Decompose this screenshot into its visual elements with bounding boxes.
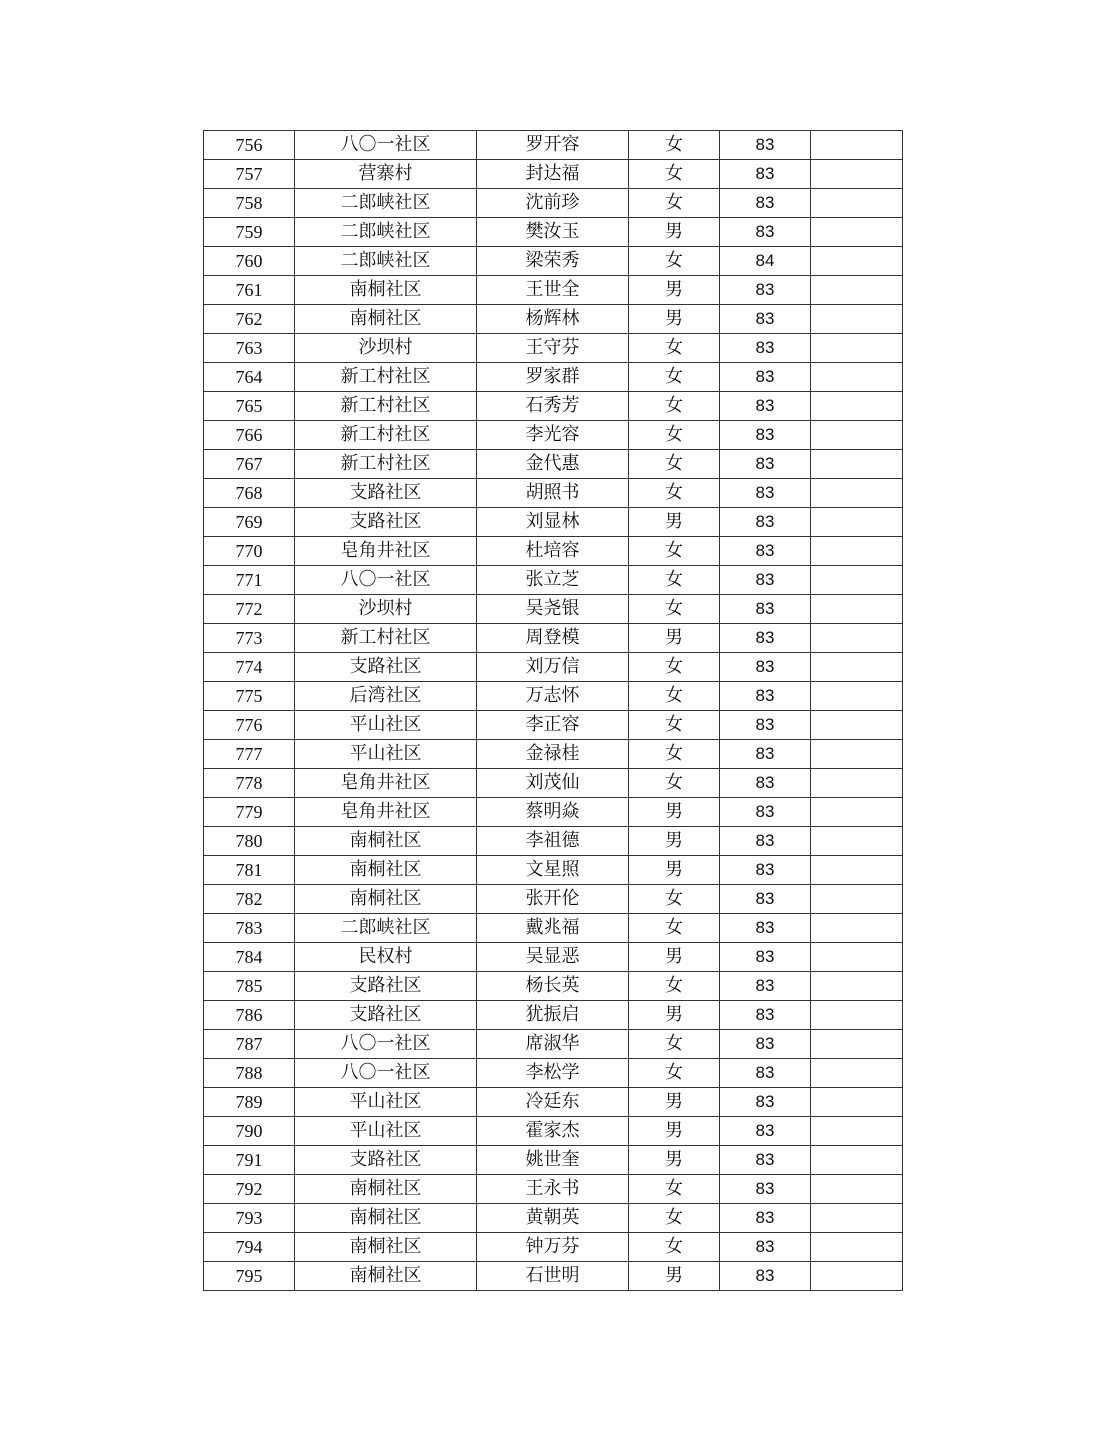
serial-number-cell: 784 (204, 943, 295, 972)
remarks-cell (811, 856, 903, 885)
remarks-cell (811, 914, 903, 943)
community-cell: 民权村 (295, 943, 477, 972)
name-cell: 梁荣秀 (477, 247, 629, 276)
age-cell: 83 (720, 1088, 811, 1117)
serial-number-cell: 769 (204, 508, 295, 537)
gender-cell: 女 (629, 595, 720, 624)
remarks-cell (811, 827, 903, 856)
age-cell: 83 (720, 856, 811, 885)
name-cell: 万志怀 (477, 682, 629, 711)
serial-number-cell: 779 (204, 798, 295, 827)
serial-number-cell: 773 (204, 624, 295, 653)
name-cell: 杨辉林 (477, 305, 629, 334)
community-cell: 支路社区 (295, 1001, 477, 1030)
gender-cell: 男 (629, 1117, 720, 1146)
table-row (204, 305, 903, 334)
name-cell: 石世明 (477, 1262, 629, 1291)
gender-cell: 女 (629, 160, 720, 189)
community-cell: 南桐社区 (295, 1175, 477, 1204)
remarks-cell (811, 421, 903, 450)
remarks-cell (811, 276, 903, 305)
name-cell: 张立芝 (477, 566, 629, 595)
community-cell: 南桐社区 (295, 1233, 477, 1262)
table-row (204, 1030, 903, 1059)
community-cell: 新工村社区 (295, 624, 477, 653)
name-cell: 李祖德 (477, 827, 629, 856)
gender-cell: 女 (629, 450, 720, 479)
gender-cell: 女 (629, 334, 720, 363)
remarks-cell (811, 537, 903, 566)
age-cell: 83 (720, 305, 811, 334)
serial-number-cell: 767 (204, 450, 295, 479)
serial-number-cell: 785 (204, 972, 295, 1001)
age-cell: 83 (720, 624, 811, 653)
remarks-cell (811, 769, 903, 798)
remarks-cell (811, 334, 903, 363)
name-cell: 王守芬 (477, 334, 629, 363)
community-cell: 平山社区 (295, 740, 477, 769)
table-row (204, 131, 903, 160)
table-row (204, 914, 903, 943)
gender-cell: 女 (629, 1175, 720, 1204)
age-cell: 83 (720, 1117, 811, 1146)
community-cell: 平山社区 (295, 1117, 477, 1146)
table-row (204, 682, 903, 711)
age-cell: 83 (720, 972, 811, 1001)
age-cell: 83 (720, 334, 811, 363)
community-cell: 沙坝村 (295, 334, 477, 363)
remarks-cell (811, 508, 903, 537)
remarks-cell (811, 1088, 903, 1117)
age-cell: 83 (720, 1175, 811, 1204)
serial-number-cell: 775 (204, 682, 295, 711)
remarks-cell (811, 1233, 903, 1262)
name-cell: 李正容 (477, 711, 629, 740)
remarks-cell (811, 218, 903, 247)
serial-number-cell: 768 (204, 479, 295, 508)
gender-cell: 男 (629, 943, 720, 972)
community-cell: 南桐社区 (295, 856, 477, 885)
community-cell: 支路社区 (295, 972, 477, 1001)
table-row (204, 972, 903, 1001)
table-row (204, 769, 903, 798)
table-row (204, 392, 903, 421)
gender-cell: 女 (629, 914, 720, 943)
gender-cell: 男 (629, 827, 720, 856)
community-cell: 南桐社区 (295, 885, 477, 914)
serial-number-cell: 759 (204, 218, 295, 247)
name-cell: 王世全 (477, 276, 629, 305)
gender-cell: 女 (629, 1059, 720, 1088)
gender-cell: 女 (629, 740, 720, 769)
remarks-cell (811, 479, 903, 508)
community-cell: 平山社区 (295, 711, 477, 740)
age-cell: 83 (720, 1262, 811, 1291)
table-row (204, 218, 903, 247)
community-cell: 二郎峡社区 (295, 218, 477, 247)
age-cell: 83 (720, 1059, 811, 1088)
gender-cell: 女 (629, 421, 720, 450)
age-cell: 83 (720, 711, 811, 740)
age-cell: 83 (720, 276, 811, 305)
gender-cell: 男 (629, 798, 720, 827)
serial-number-cell: 776 (204, 711, 295, 740)
gender-cell: 女 (629, 392, 720, 421)
serial-number-cell: 782 (204, 885, 295, 914)
community-cell: 八〇一社区 (295, 1030, 477, 1059)
community-cell: 皂角井社区 (295, 769, 477, 798)
table-row (204, 653, 903, 682)
age-cell: 83 (720, 885, 811, 914)
community-cell: 支路社区 (295, 1146, 477, 1175)
table-row (204, 595, 903, 624)
community-cell: 南桐社区 (295, 276, 477, 305)
name-cell: 戴兆福 (477, 914, 629, 943)
gender-cell: 男 (629, 1262, 720, 1291)
community-cell: 八〇一社区 (295, 1059, 477, 1088)
table-row (204, 1146, 903, 1175)
age-cell: 83 (720, 131, 811, 160)
remarks-cell (811, 885, 903, 914)
remarks-cell (811, 943, 903, 972)
remarks-cell (811, 160, 903, 189)
name-cell: 蔡明焱 (477, 798, 629, 827)
serial-number-cell: 790 (204, 1117, 295, 1146)
table-row (204, 189, 903, 218)
serial-number-cell: 778 (204, 769, 295, 798)
table-row (204, 1175, 903, 1204)
table-row (204, 740, 903, 769)
table-row (204, 421, 903, 450)
serial-number-cell: 774 (204, 653, 295, 682)
gender-cell: 女 (629, 131, 720, 160)
gender-cell: 女 (629, 1204, 720, 1233)
remarks-cell (811, 392, 903, 421)
table-row (204, 160, 903, 189)
age-cell: 83 (720, 827, 811, 856)
table-row (204, 479, 903, 508)
table-row (204, 508, 903, 537)
community-cell: 二郎峡社区 (295, 247, 477, 276)
name-cell: 罗开容 (477, 131, 629, 160)
community-cell: 二郎峡社区 (295, 914, 477, 943)
serial-number-cell: 760 (204, 247, 295, 276)
gender-cell: 男 (629, 1001, 720, 1030)
remarks-cell (811, 740, 903, 769)
remarks-cell (811, 1001, 903, 1030)
gender-cell: 女 (629, 566, 720, 595)
community-cell: 沙坝村 (295, 595, 477, 624)
name-cell: 金禄桂 (477, 740, 629, 769)
remarks-cell (811, 653, 903, 682)
serial-number-cell: 756 (204, 131, 295, 160)
name-cell: 犹振启 (477, 1001, 629, 1030)
name-cell: 周登模 (477, 624, 629, 653)
remarks-cell (811, 189, 903, 218)
remarks-cell (811, 363, 903, 392)
table-row (204, 711, 903, 740)
serial-number-cell: 783 (204, 914, 295, 943)
serial-number-cell: 793 (204, 1204, 295, 1233)
name-cell: 沈前珍 (477, 189, 629, 218)
name-cell: 封达福 (477, 160, 629, 189)
serial-number-cell: 762 (204, 305, 295, 334)
age-cell: 83 (720, 914, 811, 943)
table-row (204, 1001, 903, 1030)
table-row (204, 334, 903, 363)
age-cell: 83 (720, 479, 811, 508)
community-cell: 新工村社区 (295, 392, 477, 421)
remarks-cell (811, 624, 903, 653)
community-cell: 新工村社区 (295, 363, 477, 392)
age-cell: 83 (720, 392, 811, 421)
name-cell: 李光容 (477, 421, 629, 450)
table-row (204, 943, 903, 972)
community-cell: 八〇一社区 (295, 131, 477, 160)
remarks-cell (811, 1262, 903, 1291)
name-cell: 钟万芬 (477, 1233, 629, 1262)
gender-cell: 女 (629, 769, 720, 798)
community-cell: 平山社区 (295, 1088, 477, 1117)
community-cell: 支路社区 (295, 479, 477, 508)
age-cell: 83 (720, 943, 811, 972)
serial-number-cell: 758 (204, 189, 295, 218)
remarks-cell (811, 1175, 903, 1204)
community-cell: 南桐社区 (295, 827, 477, 856)
name-cell: 刘显林 (477, 508, 629, 537)
name-cell: 杜培容 (477, 537, 629, 566)
remarks-cell (811, 1030, 903, 1059)
remarks-cell (811, 1117, 903, 1146)
age-cell: 83 (720, 189, 811, 218)
community-cell: 皂角井社区 (295, 798, 477, 827)
table-row (204, 450, 903, 479)
gender-cell: 男 (629, 305, 720, 334)
age-cell: 83 (720, 508, 811, 537)
gender-cell: 女 (629, 711, 720, 740)
roster-table (203, 130, 903, 1291)
name-cell: 杨长英 (477, 972, 629, 1001)
serial-number-cell: 766 (204, 421, 295, 450)
gender-cell: 女 (629, 653, 720, 682)
community-cell: 支路社区 (295, 653, 477, 682)
gender-cell: 女 (629, 189, 720, 218)
serial-number-cell: 765 (204, 392, 295, 421)
serial-number-cell: 772 (204, 595, 295, 624)
gender-cell: 女 (629, 363, 720, 392)
community-cell: 南桐社区 (295, 1262, 477, 1291)
age-cell: 83 (720, 1030, 811, 1059)
name-cell: 张开伦 (477, 885, 629, 914)
gender-cell: 女 (629, 1233, 720, 1262)
table-row (204, 363, 903, 392)
serial-number-cell: 794 (204, 1233, 295, 1262)
name-cell: 罗家群 (477, 363, 629, 392)
serial-number-cell: 781 (204, 856, 295, 885)
age-cell: 83 (720, 682, 811, 711)
age-cell: 83 (720, 769, 811, 798)
serial-number-cell: 757 (204, 160, 295, 189)
gender-cell: 女 (629, 682, 720, 711)
remarks-cell (811, 798, 903, 827)
gender-cell: 男 (629, 1088, 720, 1117)
serial-number-cell: 763 (204, 334, 295, 363)
table-row (204, 856, 903, 885)
age-cell: 83 (720, 160, 811, 189)
remarks-cell (811, 450, 903, 479)
name-cell: 刘万信 (477, 653, 629, 682)
serial-number-cell: 780 (204, 827, 295, 856)
table-row (204, 1117, 903, 1146)
remarks-cell (811, 711, 903, 740)
community-cell: 营寨村 (295, 160, 477, 189)
table-row (204, 1233, 903, 1262)
serial-number-cell: 761 (204, 276, 295, 305)
community-cell: 支路社区 (295, 508, 477, 537)
name-cell: 王永书 (477, 1175, 629, 1204)
age-cell: 83 (720, 1233, 811, 1262)
remarks-cell (811, 1204, 903, 1233)
age-cell: 83 (720, 595, 811, 624)
gender-cell: 男 (629, 1146, 720, 1175)
gender-cell: 男 (629, 218, 720, 247)
remarks-cell (811, 1059, 903, 1088)
name-cell: 吴尧银 (477, 595, 629, 624)
table-row (204, 798, 903, 827)
name-cell: 黄朝英 (477, 1204, 629, 1233)
serial-number-cell: 788 (204, 1059, 295, 1088)
remarks-cell (811, 595, 903, 624)
gender-cell: 女 (629, 537, 720, 566)
age-cell: 83 (720, 1204, 811, 1233)
serial-number-cell: 770 (204, 537, 295, 566)
gender-cell: 女 (629, 247, 720, 276)
name-cell: 席淑华 (477, 1030, 629, 1059)
gender-cell: 男 (629, 508, 720, 537)
remarks-cell (811, 682, 903, 711)
name-cell: 冷廷东 (477, 1088, 629, 1117)
community-cell: 八〇一社区 (295, 566, 477, 595)
remarks-cell (811, 1146, 903, 1175)
age-cell: 83 (720, 1001, 811, 1030)
table-row (204, 1204, 903, 1233)
community-cell: 后湾社区 (295, 682, 477, 711)
serial-number-cell: 789 (204, 1088, 295, 1117)
age-cell: 83 (720, 740, 811, 769)
community-cell: 皂角井社区 (295, 537, 477, 566)
age-cell: 83 (720, 653, 811, 682)
serial-number-cell: 787 (204, 1030, 295, 1059)
gender-cell: 男 (629, 624, 720, 653)
age-cell: 83 (720, 1146, 811, 1175)
name-cell: 樊汝玉 (477, 218, 629, 247)
name-cell: 金代惠 (477, 450, 629, 479)
serial-number-cell: 791 (204, 1146, 295, 1175)
table-row (204, 827, 903, 856)
gender-cell: 女 (629, 885, 720, 914)
name-cell: 霍家杰 (477, 1117, 629, 1146)
name-cell: 姚世奎 (477, 1146, 629, 1175)
table-row (204, 1059, 903, 1088)
name-cell: 李松学 (477, 1059, 629, 1088)
age-cell: 83 (720, 218, 811, 247)
gender-cell: 男 (629, 276, 720, 305)
serial-number-cell: 764 (204, 363, 295, 392)
gender-cell: 女 (629, 972, 720, 1001)
table-row (204, 885, 903, 914)
remarks-cell (811, 131, 903, 160)
roster-table-body (204, 131, 903, 1291)
serial-number-cell: 795 (204, 1262, 295, 1291)
remarks-cell (811, 972, 903, 1001)
table-row (204, 1262, 903, 1291)
table-row (204, 247, 903, 276)
name-cell: 文星照 (477, 856, 629, 885)
age-cell: 83 (720, 566, 811, 595)
table-row (204, 537, 903, 566)
serial-number-cell: 786 (204, 1001, 295, 1030)
table-row (204, 624, 903, 653)
age-cell: 83 (720, 421, 811, 450)
age-cell: 83 (720, 537, 811, 566)
community-cell: 新工村社区 (295, 450, 477, 479)
remarks-cell (811, 566, 903, 595)
name-cell: 胡照书 (477, 479, 629, 508)
remarks-cell (811, 247, 903, 276)
name-cell: 吴显恶 (477, 943, 629, 972)
age-cell: 83 (720, 363, 811, 392)
age-cell: 83 (720, 450, 811, 479)
gender-cell: 女 (629, 479, 720, 508)
age-cell: 83 (720, 798, 811, 827)
gender-cell: 女 (629, 1030, 720, 1059)
name-cell: 刘茂仙 (477, 769, 629, 798)
serial-number-cell: 777 (204, 740, 295, 769)
name-cell: 石秀芳 (477, 392, 629, 421)
serial-number-cell: 771 (204, 566, 295, 595)
table-row (204, 276, 903, 305)
gender-cell: 男 (629, 856, 720, 885)
serial-number-cell: 792 (204, 1175, 295, 1204)
community-cell: 南桐社区 (295, 305, 477, 334)
table-row (204, 1088, 903, 1117)
community-cell: 南桐社区 (295, 1204, 477, 1233)
community-cell: 新工村社区 (295, 421, 477, 450)
remarks-cell (811, 305, 903, 334)
table-row (204, 566, 903, 595)
community-cell: 二郎峡社区 (295, 189, 477, 218)
age-cell: 84 (720, 247, 811, 276)
